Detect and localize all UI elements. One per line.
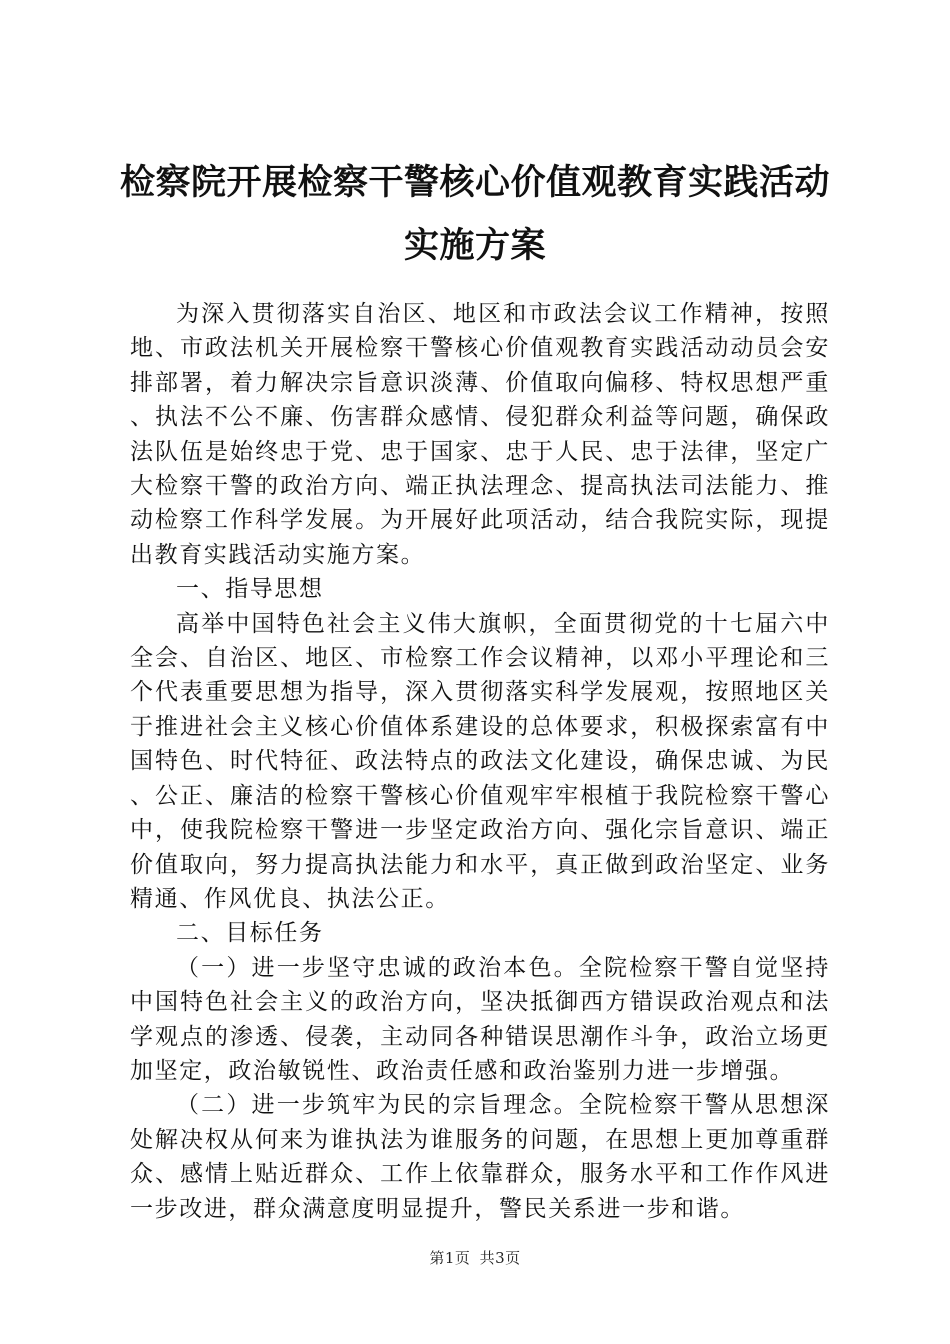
objective-2-paragraph: （二）进一步筑牢为民的宗旨理念。全院检察干警从思想深处解决权从何来为谁执法为谁服务的问题，在思想上更加尊重群众、感情上贴近群众、工作上依靠群众，服务水平和工作作风进一步改进，群众满意度明显提升，警民关系进一步和谐。	[130, 1092, 830, 1222]
page-footer	[0, 1247, 950, 1268]
guiding-ideology-paragraph: 高举中国特色社会主义伟大旗帜，全面贯彻党的十七届六中全会、自治区、地区、市检察工作会议精神，以邓小平理论和三个代表重要思想为指导，深入贯彻落实科学发展观，按照地区关于推进社会主义核心价值体系建设的总体要求，积极探索富有中国特色、时代特征、政法特点的政法文化建设，确保忠诚、为民、公正、廉洁的检察干警核心价值观牢牢根植于我院检察干警心中，使我院检察干警进一步坚定政治方向、强化宗旨意识、端正价值取向，努力提高执法能力和水平，真正做到政治坚定、业务精通、作风优良、执法公正。	[130, 610, 830, 912]
document-title-line-2: 实施方案	[403, 225, 546, 266]
section-heading-guiding-ideology: 一、指导思想	[176, 576, 324, 603]
document-body	[130, 297, 830, 1226]
page-number: 第1页	[429, 1249, 471, 1267]
objective-1-paragraph: （一）进一步坚守忠诚的政治本色。全院检察干警自觉坚持中国特色社会主义的政治方向，坚决抵御西方错误政治观点和法学观点的渗透、侵袭，主动同各种错误思潮作斗争，政治立场更加坚定，政治敏锐性、政治责任感和政治鉴别力进一步增强。	[130, 954, 830, 1084]
section-heading-objectives: 二、目标任务	[176, 920, 324, 947]
page-total: 共3页	[479, 1249, 521, 1267]
intro-paragraph: 为深入贯彻落实自治区、地区和市政法会议工作精神，按照地、市政法机关开展检察干警核心价值观教育实践活动动员会安排部署，着力解决宗旨意识淡薄、价值取向偏移、特权思想严重、执法不公不廉、伤害群众感情、侵犯群众利益等问题，确保政法队伍是始终忠于党、忠于国家、忠于人民、忠于法律，坚定广大检察干警的政治方向、端正执法理念、提高执法司法能力、推动检察工作科学发展。为开展好此项活动，结合我院实际，现提出教育实践活动实施方案。	[130, 301, 830, 568]
document-title-line-1: 检察院开展检察干警核心价值观教育实践活动	[119, 162, 830, 203]
